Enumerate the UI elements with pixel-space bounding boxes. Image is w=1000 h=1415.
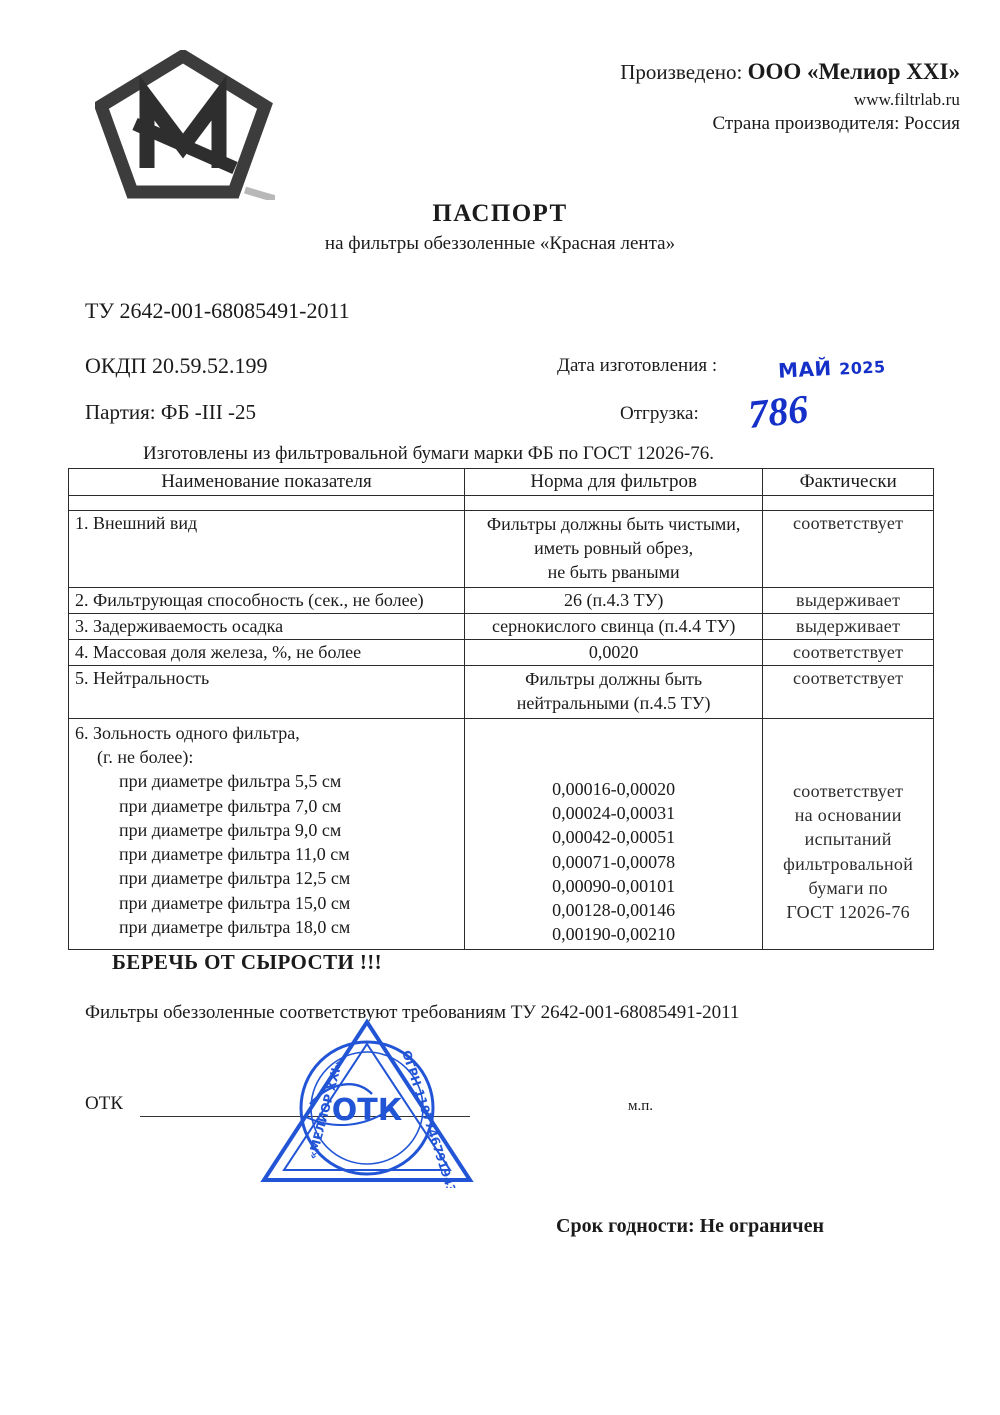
row-name: 2. Фильтрующая способность (сек., не более)	[69, 587, 465, 613]
ash-subtitle: (г. не более):	[97, 746, 194, 767]
row-norm-line: Фильтры должны быть чистыми,	[486, 514, 741, 534]
ash-actual-line: фильтровальной	[783, 853, 914, 874]
otk-label: ОТК	[85, 1093, 123, 1114]
party-number: Партия: ФБ -III -25	[85, 400, 256, 424]
ash-item-value: 0,00042-0,00051	[552, 827, 676, 848]
row-norm-line: Фильтры должны быть	[525, 668, 703, 689]
svg-text:«МЕЛИОР XXI»: «МЕЛИОР XXI»	[305, 1058, 346, 1161]
row-name: 3. Задерживаемость осадка	[69, 613, 465, 639]
table-row-ash	[69, 718, 934, 949]
page-title: ПАСПОРТ	[432, 200, 568, 227]
row-name: 4. Массовая доля железа, %, не более	[69, 639, 465, 665]
row-actual: соответствует	[763, 511, 934, 588]
ash-actual-line: испытаний	[804, 829, 892, 850]
ash-actual-text	[769, 721, 927, 925]
row-norm-line: нейтральными (п.4.5 ТУ)	[516, 692, 711, 713]
ash-title: 6. Зольность одного фильтра,	[75, 722, 300, 743]
ash-item-value: 0,00016-0,00020	[552, 778, 676, 799]
ash-actual	[763, 718, 934, 949]
paper-grade-note: Изготовлены из фильтровальной бумаги марки ФБ по ГОСТ 12026-76.	[143, 443, 714, 464]
ash-actual-line: на основании	[794, 804, 902, 825]
row-actual: соответствует	[763, 639, 934, 665]
row-name: 1. Внешний вид	[69, 511, 465, 588]
table-row	[69, 613, 934, 639]
ash-norm-offset	[471, 721, 756, 777]
table-header-row	[69, 469, 934, 496]
ash-item-label: при диаметре фильтра 7,0 см	[119, 795, 342, 816]
manufacture-date-label: Дата изготовления :	[557, 355, 718, 376]
page-subtitle: на фильтры обеззоленные «Красная лента»	[324, 233, 676, 254]
table-row	[69, 587, 934, 613]
conformity-statement: Фильтры обеззоленные соответствуют требованиям ТУ 2642-001-68085491-2011	[85, 1002, 740, 1023]
company-name: ООО «Мелиор XXI»	[747, 59, 960, 84]
ash-norm-values	[464, 718, 762, 949]
row-norm	[464, 511, 762, 588]
document-header	[0, 46, 1000, 196]
table-row	[69, 665, 934, 718]
ash-item-label: при диаметре фильтра 5,5 см	[119, 771, 342, 792]
table-row	[69, 639, 934, 665]
row-name: 5. Нейтральность	[69, 665, 465, 718]
row-actual: соответствует	[763, 665, 934, 718]
svg-text:ОГРН 1107746791943: ОГРН 1107746791943	[399, 1048, 459, 1188]
otk-signature-line	[140, 1116, 470, 1117]
header-actual: Фактически	[763, 469, 934, 496]
shelf-life: Срок годности: Не ограничен	[556, 1215, 824, 1237]
ash-item-value: 0,00190-0,00210	[552, 924, 676, 945]
ash-actual-line: бумаги по	[808, 877, 888, 898]
row-actual: выдерживает	[763, 613, 934, 639]
table-spacer	[69, 496, 934, 511]
row-actual: выдерживает	[763, 587, 934, 613]
ash-actual-line: ГОСТ 12026-76	[786, 902, 910, 923]
melior-logo	[95, 50, 275, 200]
ash-indicator	[69, 718, 465, 949]
ash-item-label: при диаметре фильтра 9,0 см	[119, 819, 342, 840]
row-norm-line: иметь ровный обрез,	[534, 537, 694, 558]
ash-item-label: при диаметре фильтра 15,0 см	[119, 892, 351, 913]
produced-label: Произведено:	[620, 60, 743, 84]
ash-item-value: 0,00090-0,00101	[552, 875, 676, 896]
ash-item-value: 0,00128-0,00146	[552, 900, 676, 921]
row-norm-line: не быть рваными	[547, 561, 680, 582]
producer-info	[620, 56, 960, 137]
row-norm: 0,0020	[464, 639, 762, 665]
specification-table	[68, 468, 934, 950]
company-website[interactable]: www.filtrlab.ru	[853, 89, 960, 109]
ash-item-label: при диаметре фильтра 12,5 см	[119, 868, 351, 889]
keep-dry-warning: БЕРЕЧЬ ОТ СЫРОСТИ !!!	[112, 950, 383, 974]
shipment-label: Отгрузка:	[620, 403, 699, 424]
ash-item-value: 0,00024-0,00031	[552, 802, 676, 823]
ash-actual-line: соответствует	[792, 780, 904, 801]
otk-stamp	[252, 1008, 482, 1188]
row-norm	[464, 665, 762, 718]
header-norm: Норма для фильтров	[464, 469, 762, 496]
shipment-value: 786	[745, 385, 811, 438]
ash-item-value: 0,00071-0,00078	[552, 851, 676, 872]
ash-item-label: при диаметре фильтра 11,0 см	[119, 844, 350, 865]
header-indicator: Наименование показателя	[69, 469, 465, 496]
manufacture-month: МАЙ	[777, 356, 833, 383]
row-norm: сернокислого свинца (п.4.4 ТУ)	[464, 613, 762, 639]
manufacture-date-value	[777, 353, 886, 383]
svg-text:ОТК: ОТК	[331, 1093, 403, 1128]
row-norm: 26 (п.4.3 ТУ)	[464, 587, 762, 613]
manufacture-year: 2025	[838, 357, 887, 379]
tu-number: ТУ 2642-001-68085491-2011	[85, 298, 350, 323]
table-row	[69, 511, 934, 588]
ash-item-label: при диаметре фильтра 18,0 см	[119, 917, 351, 938]
seal-place-label: м.п.	[628, 1098, 654, 1114]
country-of-origin: Страна производителя: Россия	[712, 113, 960, 135]
okdp-code: ОКДП 20.59.52.199	[85, 353, 268, 378]
